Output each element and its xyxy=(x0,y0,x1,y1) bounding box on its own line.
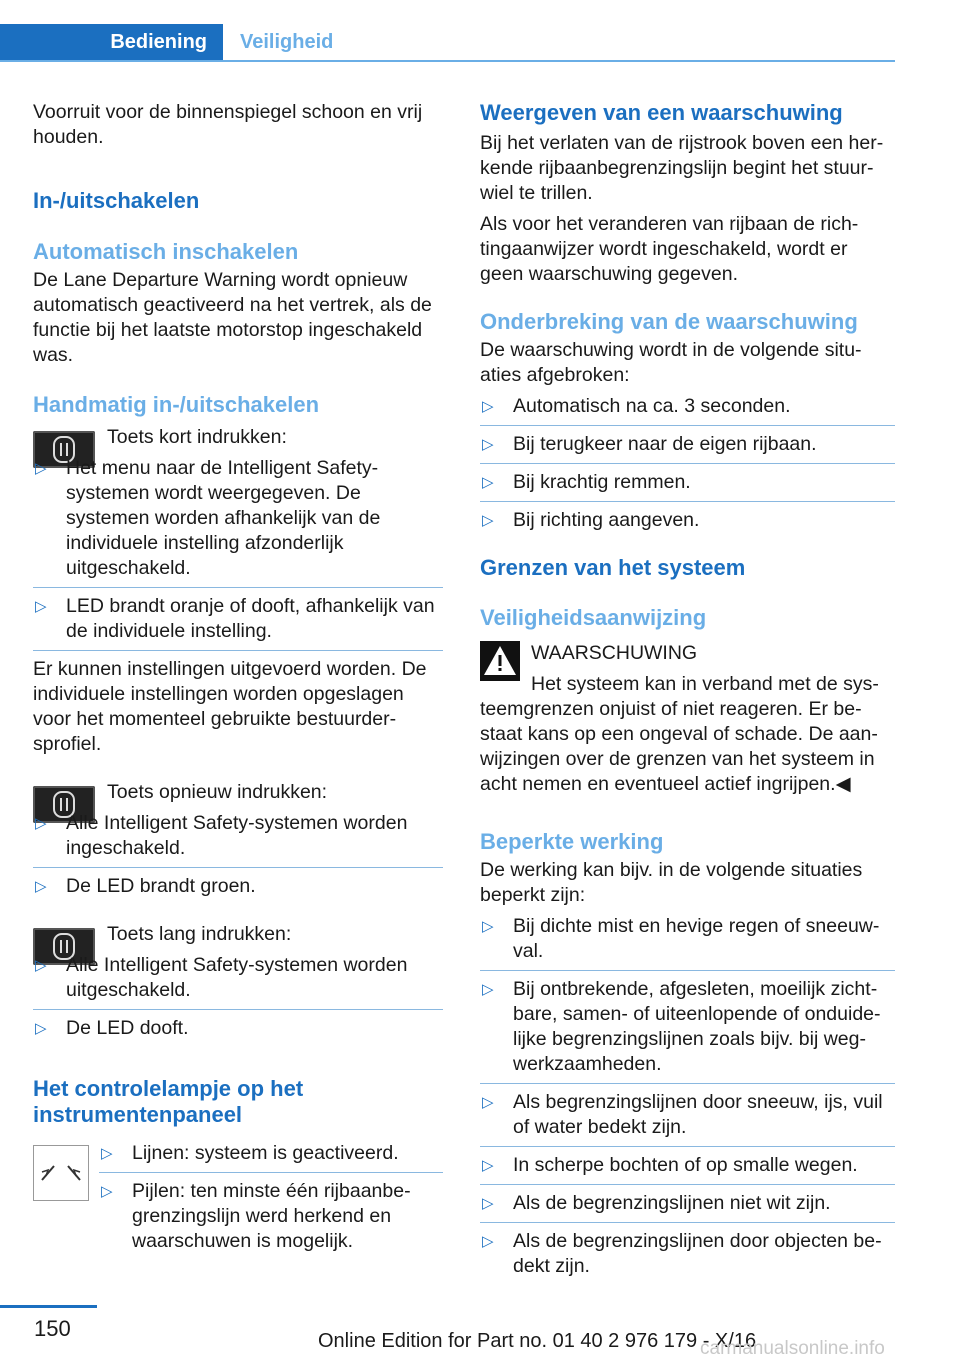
weergeven-text-1: Bij het verlaten van de rijstrook boven een herkende rijbaanbegrenzingslijn begint het stuurwiel te trillen. xyxy=(480,132,884,204)
list-item: ▷ Pijlen: ten minste één rijbaanbegrenzingslijn werd herkend en waarschuwen is mogelijk. xyxy=(99,1179,443,1254)
lane-lamp-icon xyxy=(33,1145,89,1201)
list-item: ▷ Het menu naar de Intelligent Safety-systemen wordt weergegeven. De systemen worden afhankelijk van de individuele instelling afzonderlijk uitgeschakeld. xyxy=(33,456,443,588)
heading-weergeven: Weergeven van een waarschuwing xyxy=(480,100,843,125)
list-item: ▷ Bij terugkeer naar de eigen rijbaan. xyxy=(480,432,895,464)
warning-text: Het systeem kan in verband met de systeemgrenzen onjuist of niet reageren. Er bestaat kans op een ongeval of schade. De aanwijzingen over de grenzen van het systeem in acht nemen en eventueel actief ingrijpen.◀ xyxy=(480,673,879,795)
list-item: ▷ Bij ontbrekende, afgesleten, moeilijk zichtbare, samen- of uiteenlopende of onduidelijke begrenzingslijnen zoals bijv. bij wegwerkzaamheden. xyxy=(480,977,895,1084)
weergeven-text-2: Als voor het veranderen van rijbaan de richtingaanwijzer wordt ingeschakeld, wordt er geen waarschuwing gegeven. xyxy=(480,213,859,285)
warning-title: WAARSCHUWING xyxy=(531,642,698,664)
list-item: ▷ In scherpe bochten of op smalle wegen. xyxy=(480,1153,895,1185)
list-item: ▷ Bij richting aangeven. xyxy=(480,508,895,533)
beperkte-list xyxy=(480,914,895,1279)
list-item: ▷ De LED dooft. xyxy=(33,1016,443,1041)
lamp-section xyxy=(33,1141,443,1254)
list-item: ▷ LED brandt oranje of dooft, afhankelijk van de individuele instelling. xyxy=(33,594,443,651)
press-long-label: Toets lang indrukken: xyxy=(107,923,292,945)
button-short-press xyxy=(33,425,443,588)
header-divider xyxy=(0,60,895,62)
heading-grenzen: Grenzen van het systeem xyxy=(480,555,746,580)
heading-controlelampje: Het controlelampje op het instrumentenpaneel xyxy=(33,1076,304,1127)
list-item: ▷ Als de begrenzingslijnen niet wit zijn. xyxy=(480,1191,895,1223)
intro-text: Voorruit voor de binnenspiegel schoon en vrij houden. xyxy=(33,101,423,148)
heading-onderbreking: Onderbreking van de waarschuwing xyxy=(480,309,858,334)
onderbreking-text: De waarschuwing wordt in de volgende situaties afgebroken: xyxy=(480,339,862,386)
heading-inuitschakelen: In-/uitschakelen xyxy=(33,188,200,213)
tab-bediening[interactable]: Bediening xyxy=(0,24,223,61)
list-item: ▷ Bij krachtig remmen. xyxy=(480,470,895,502)
header-bar xyxy=(0,0,895,62)
press-short-label: Toets kort indrukken: xyxy=(107,426,287,448)
list-item: ▷ Automatisch na ca. 3 seconden. xyxy=(480,394,895,426)
list-item: ▷ Alle Intelligent Safety-systemen worden uitgeschakeld. xyxy=(33,953,443,1010)
heading-beperkte: Beperkte werking xyxy=(480,829,664,854)
right-column xyxy=(480,100,895,1279)
auto-text: De Lane Departure Warning wordt opnieuw automatisch geactiveerd na het vertrek, als de functie bij het laatste motorstop ingeschakeld was. xyxy=(33,269,432,366)
button-long-press xyxy=(33,922,443,1010)
heading-veiligheid: Veiligheidsaanwijzing xyxy=(480,605,707,630)
list-item: ▷ De LED brandt groen. xyxy=(33,874,443,899)
list-item: ▷ Bij dichte mist en hevige regen of sneeuwval. xyxy=(480,914,895,971)
warning-box xyxy=(480,641,895,797)
onderbreking-list xyxy=(480,394,895,533)
settings-text: Er kunnen instellingen uitgevoerd worden. De individuele instellingen worden opgeslagen voor het momenteel gebruikte bestuurdersprofiel. xyxy=(33,658,427,755)
watermark: carmanualsonline.info xyxy=(700,1338,885,1359)
list-item: ▷ Als de begrenzingslijnen door objecten bedekt zijn. xyxy=(480,1229,895,1279)
heading-automatisch: Automatisch inschakelen xyxy=(33,239,299,264)
list-item: ▷ Lijnen: systeem is geactiveerd. xyxy=(99,1141,443,1173)
press-again-label: Toets opnieuw indrukken: xyxy=(107,781,328,803)
tab-veiligheid[interactable]: Veiligheid xyxy=(240,31,334,53)
list-item: ▷ Alle Intelligent Safety-systemen worden ingeschakeld. xyxy=(33,811,443,868)
warning-icon xyxy=(480,641,520,681)
footer-divider xyxy=(0,1305,97,1308)
list-item: ▷ Als begrenzingslijnen door sneeuw, ijs, vuil of water bedekt zijn. xyxy=(480,1090,895,1147)
heading-handmatig: Handmatig in-/uitschakelen xyxy=(33,392,320,417)
left-column xyxy=(33,100,443,1254)
edition-text: Online Edition for Part no. 01 40 2 976 179 - X/16 xyxy=(318,1330,757,1352)
page-number: 150 xyxy=(34,1316,71,1341)
beperkte-text: De werking kan bijv. in de volgende situaties beperkt zijn: xyxy=(480,859,863,906)
button-again-press xyxy=(33,780,443,868)
